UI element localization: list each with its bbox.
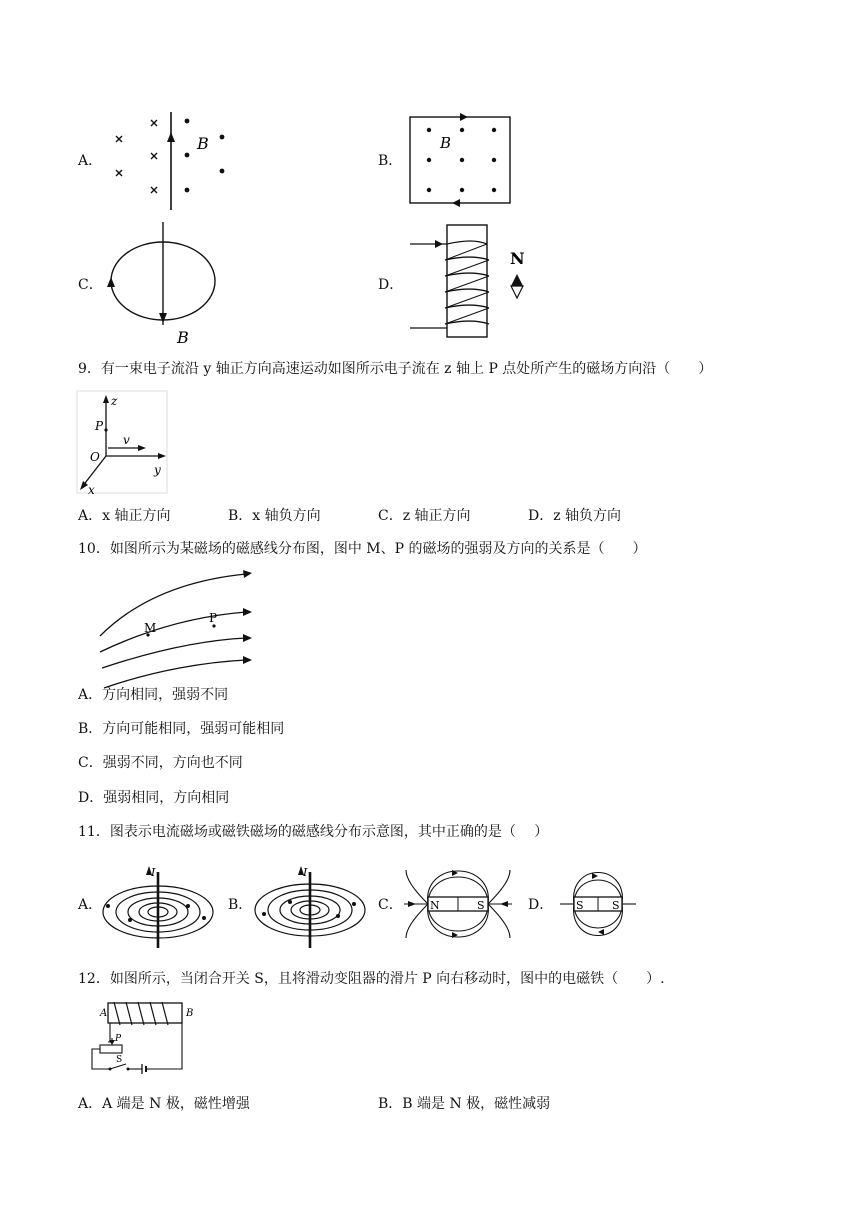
arrow-right-icon: [460, 113, 468, 121]
arrow-left-icon: [452, 199, 460, 207]
q11-figure-c: [402, 858, 514, 950]
svg-text:y: y: [154, 463, 161, 477]
dot-marks: [427, 128, 496, 192]
q10-option-a[interactable]: A．方向相同，强弱不同: [78, 687, 229, 703]
svg-text:B: B: [186, 1008, 194, 1019]
dot-marks: [185, 119, 225, 193]
q12-option-b[interactable]: B．B 端是 N 极，磁性减弱: [378, 1096, 551, 1112]
svg-text:I: I: [303, 866, 308, 879]
current-in-arrow-icon: [435, 240, 443, 248]
q11-figure-d: [556, 858, 640, 950]
arrow-up-icon: [107, 277, 115, 287]
q8-option-d-label: D．: [378, 277, 404, 293]
q11-option-b-label[interactable]: B．: [228, 897, 253, 913]
north-label: N: [510, 249, 525, 268]
q8-option-b-label: B．: [378, 153, 403, 169]
svg-text:x: x: [88, 483, 95, 497]
q8-figure-c: [100, 215, 250, 347]
coil-winding: [445, 241, 489, 324]
q10-option-d[interactable]: D．强弱相同，方向相同: [78, 790, 230, 806]
svg-text:S: S: [477, 899, 485, 912]
compass-needle-icon: [511, 274, 523, 298]
q8-figure-a: [100, 108, 250, 216]
svg-text:M: M: [144, 621, 157, 635]
q10-option-c[interactable]: C．强弱不同，方向也不同: [78, 755, 243, 771]
svg-text:S: S: [576, 899, 584, 912]
q11-option-c-label[interactable]: C．: [378, 897, 403, 913]
q8-figure-b: [400, 110, 520, 208]
svg-text:A: A: [100, 1008, 108, 1019]
svg-text:P: P: [209, 611, 218, 625]
q8-option-c-label: C．: [78, 277, 103, 293]
field-label: B: [177, 328, 189, 347]
q9-option-d[interactable]: D．z 轴负方向: [528, 508, 622, 524]
field-label: B: [440, 134, 452, 152]
q12-figure: [90, 998, 220, 1082]
q11-option-d-label[interactable]: D．: [528, 897, 554, 913]
field-arrow-icon: [159, 313, 167, 323]
cross-marks: [116, 120, 157, 193]
q9-stem: 9．有一束电子流沿 y 轴正方向高速运动如图所示电子流在 z 轴上 P 点处所产生的磁场方向沿（ ）: [78, 361, 713, 377]
rheostat: [100, 1045, 122, 1053]
q10-stem: 10．如图所示为某磁场的磁感线分布图，图中 M、P 的磁场的强弱及方向的关系是（ ）: [78, 541, 647, 557]
q11-figure-b: [252, 862, 370, 950]
svg-text:P: P: [95, 419, 104, 433]
q12-option-a[interactable]: A．A 端是 N 极，磁性增强: [78, 1096, 250, 1112]
svg-text:z: z: [111, 394, 118, 408]
svg-text:I: I: [151, 866, 156, 879]
svg-text:S: S: [116, 1055, 123, 1065]
svg-text:P: P: [115, 1034, 122, 1044]
q9-figure: [76, 390, 176, 496]
svg-text:N: N: [430, 899, 440, 912]
q11-figure-a: [100, 862, 218, 950]
q8-option-a-label: A．: [78, 153, 103, 169]
q10-figure: [96, 570, 256, 670]
q12-stem: 12．如图所示，当闭合开关 S，且将滑动变阻器的滑片 P 向右移动时，图中的电磁铁（ ）.: [78, 971, 665, 987]
q10-option-b[interactable]: B．方向可能相同，强弱可能相同: [78, 721, 285, 737]
svg-text:O: O: [90, 450, 100, 464]
current-arrow-icon: [167, 132, 175, 142]
q11-stem: 11．图表示电流磁场或磁铁磁场的磁感线分布示意图，其中正确的是（ ）: [78, 824, 549, 840]
field-label: B: [197, 134, 209, 153]
q8-figure-d: [405, 222, 535, 346]
svg-text:S: S: [612, 899, 620, 912]
q9-option-b[interactable]: B．x 轴负方向: [228, 508, 321, 524]
svg-text:v: v: [123, 433, 130, 447]
q9-option-c[interactable]: C．z 轴正方向: [378, 508, 471, 524]
q11-option-a-label[interactable]: A．: [78, 897, 103, 913]
q9-option-a[interactable]: A．x 轴正方向: [78, 508, 171, 524]
